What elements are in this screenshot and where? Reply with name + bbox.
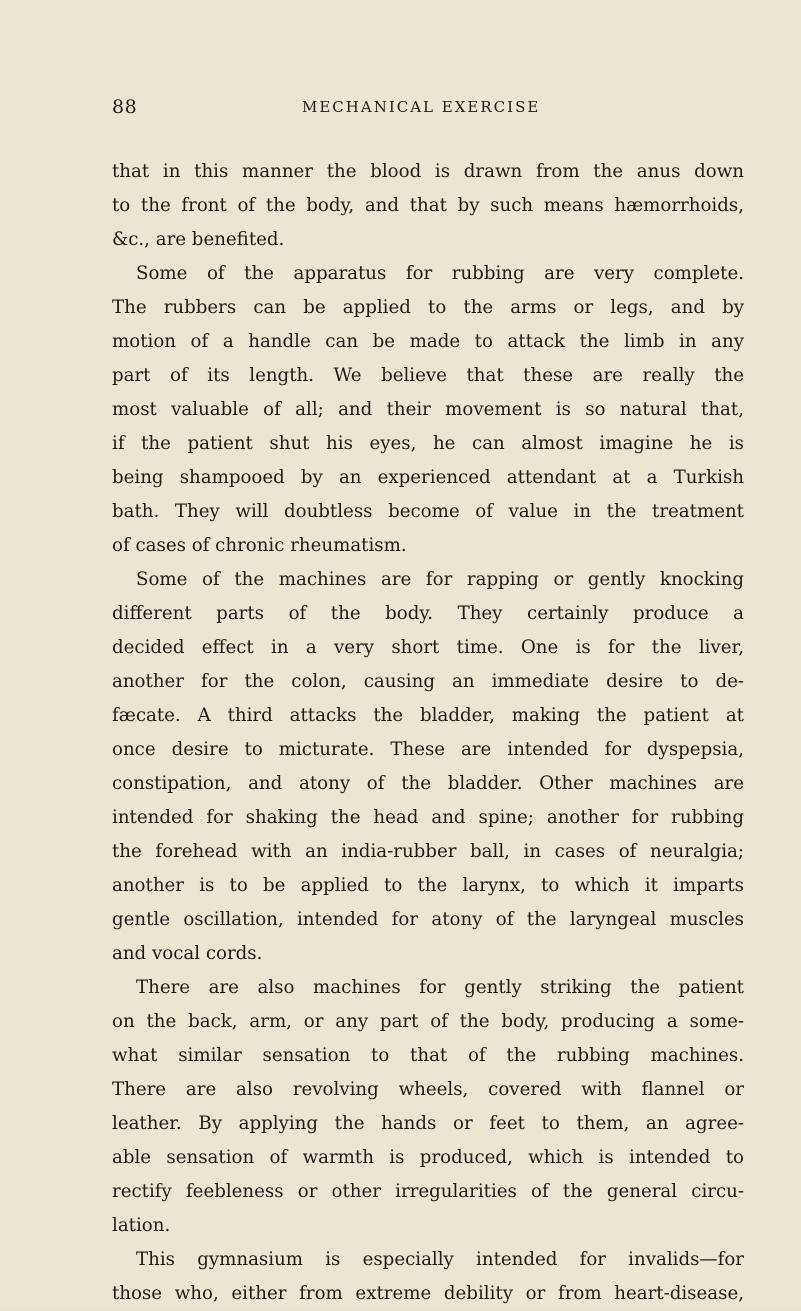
text-line: intended for shaking the head and spine; another for rubbing [112, 807, 744, 828]
text-line: The rubbers can be applied to the arms or legs, and by [112, 297, 744, 318]
text-line: another for the colon, causing an immediate desire to de- [112, 671, 744, 692]
text-line: motion of a handle can be made to attack the limb in any [112, 331, 744, 352]
text-line: on the back, arm, or any part of the body, producing a some- [112, 1011, 744, 1032]
text-line: different parts of the body. They certainly produce a [112, 603, 744, 624]
text-line: part of its length. We believe that these are really the [112, 365, 744, 386]
text-line: and vocal cords. [112, 943, 263, 964]
text-line: bath. They will doubtless become of value in the treatment [112, 501, 744, 522]
text-line: able sensation of warmth is produced, which is intended to [112, 1147, 744, 1168]
running-head: MECHANICAL EXERCISE [302, 98, 541, 116]
paragraph-start-line: Some of the machines are for rapping or gently knocking [136, 569, 744, 590]
text-line: once desire to micturate. These are intended for dyspepsia, [112, 739, 744, 760]
text-line: leather. By applying the hands or feet to them, an agree- [112, 1113, 744, 1134]
text-line: &c., are benefited. [112, 229, 285, 250]
text-line: There are also revolving wheels, covered with flannel or [112, 1079, 744, 1100]
paragraph-start-line: This gymnasium is especially intended for invalids—for [136, 1249, 744, 1270]
text-line: rectify feebleness or other irregularities of the general circu- [112, 1181, 744, 1202]
text-line: fæcate. A third attacks the bladder, making the patient at [112, 705, 744, 726]
text-line: if the patient shut his eyes, he can almost imagine he is [112, 433, 744, 454]
text-line: decided effect in a very short time. One is for the liver, [112, 637, 744, 658]
text-line: that in this manner the blood is drawn from the anus down [112, 161, 744, 182]
text-line: what similar sensation to that of the rubbing machines. [112, 1045, 744, 1066]
page-header [112, 96, 734, 124]
page-number: 88 [112, 96, 138, 118]
text-line: most valuable of all; and their movement is so natural that, [112, 399, 744, 420]
text-line: to the front of the body, and that by such means hæmorrhoids, [112, 195, 744, 216]
text-line: constipation, and atony of the bladder. Other machines are [112, 773, 744, 794]
body-text [112, 155, 744, 1311]
text-line: of cases of chronic rheumatism. [112, 535, 407, 556]
text-line: being shampooed by an experienced attendant at a Turkish [112, 467, 744, 488]
paragraph-start-line: There are also machines for gently striking the patient [136, 977, 744, 998]
text-line: those who, either from extreme debility or from heart-disease, [112, 1283, 744, 1304]
text-line: another is to be applied to the larynx, to which it imparts [112, 875, 744, 896]
paragraph-start-line: Some of the apparatus for rubbing are very complete. [136, 263, 744, 284]
text-line: gentle oscillation, intended for atony of the laryngeal muscles [112, 909, 744, 930]
text-line: the forehead with an india-rubber ball, in cases of neuralgia; [112, 841, 744, 862]
text-line: lation. [112, 1215, 171, 1236]
